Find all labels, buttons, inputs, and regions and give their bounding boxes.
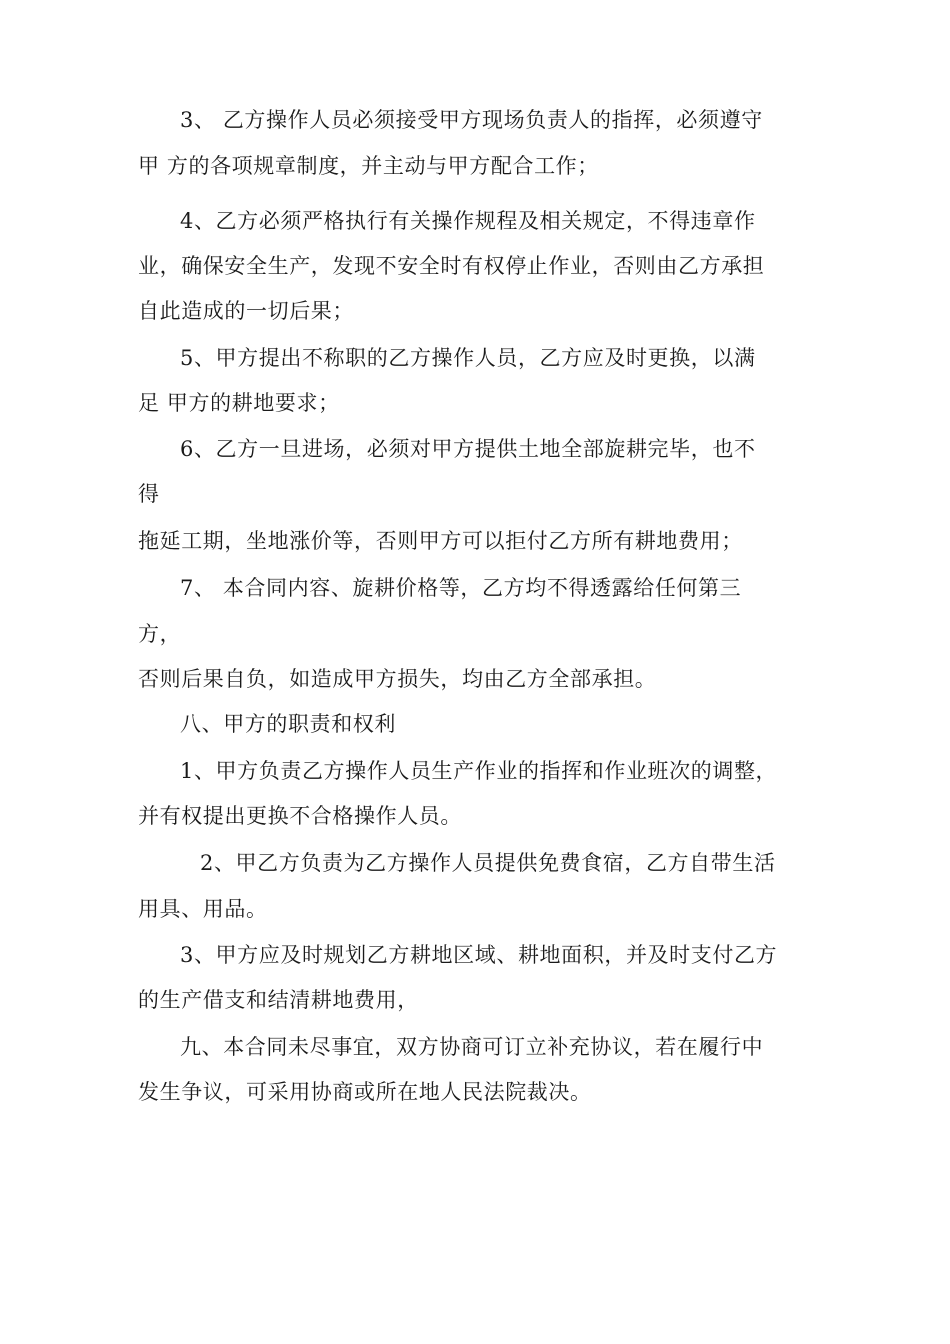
text-line: 自此造成的一切后果； [138,299,354,323]
text-line: 1、甲方负责乙方操作人员生产作业的指挥和作业班次的调整， [180,759,778,783]
text-line: 甲 方的各项规章制度，并主动与甲方配合工作； [138,154,599,178]
text-line: 的生产借支和结清耕地费用， [138,988,419,1012]
text-line: 3、 乙方操作人员必须接受甲方现场负责人的指挥，必须遵守 [180,108,763,132]
text-line: 并有权提出更换不合格操作人员。 [138,804,462,828]
section-heading: 八、甲方的职责和权利 [180,712,396,736]
text-line: 7、 本合同内容、旋耕价格等，乙方均不得透露给任何第三 [180,576,742,600]
text-line: 业，确保安全生产，发现不安全时有权停止作业，否则由乙方承担 [138,254,765,278]
text-line: 6、乙方一旦进场，必须对甲方提供土地全部旋耕完毕，也不 [180,437,756,461]
text-line: 得 [138,482,160,506]
text-line: 拖延工期，坐地涨价等，否则甲方可以拒付乙方所有耕地费用； [138,529,743,553]
text-line: 发生争议，可采用协商或所在地人民法院裁决。 [138,1080,592,1104]
text-line: 足 甲方的耕地要求； [138,391,340,415]
text-line: 3、甲方应及时规划乙方耕地区域、耕地面积，并及时支付乙方 [180,943,778,967]
text-line: 否则后果自负，如造成甲方损失，均由乙方全部承担。 [138,667,657,691]
text-line: 4、乙方必须严格执行有关操作规程及相关规定，不得违章作 [180,209,756,233]
text-line: 方， [138,622,182,646]
section-heading: 九、本合同未尽事宜，双方协商可订立补充协议，若在履行中 [180,1035,764,1059]
text-line: 5、甲方提出不称职的乙方操作人员，乙方应及时更换，以满 [180,346,756,370]
text-line: 用具、用品。 [138,897,268,921]
text-line: 2、甲乙方负责为乙方操作人员提供免费食宿，乙方自带生活 [200,851,776,875]
